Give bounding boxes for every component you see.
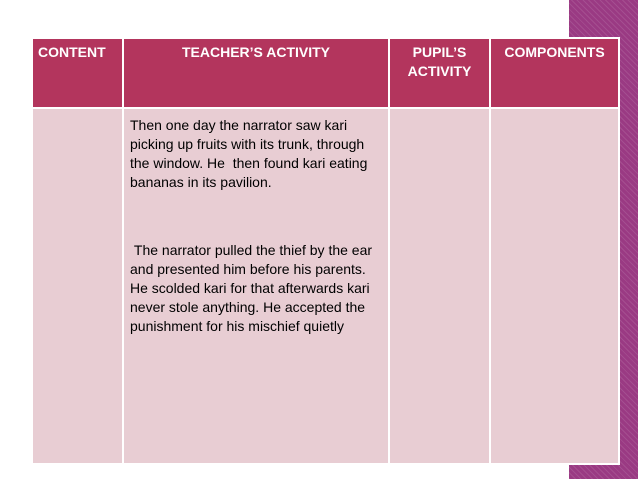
cell-teacher-activity — [123, 108, 389, 464]
table-header-row — [32, 38, 619, 108]
table-row — [32, 108, 619, 464]
header-content: CONTENT — [32, 38, 123, 108]
teacher-activity-paragraph-2: The narrator pulled the thief by the ear and presented him before his parents. He scolded kari for that afterwards kari never stole anything. He accepted the punishment for his mischief quietly — [130, 242, 376, 334]
cell-pupil-activity — [389, 108, 490, 464]
teacher-activity-paragraph-1: Then one day the narrator saw kari picking up fruits with its trunk, through the window. He then found kari eating bananas in its pavilion. — [130, 117, 372, 190]
cell-components — [490, 108, 619, 464]
header-teacher-activity: TEACHER’S ACTIVITY — [123, 38, 389, 108]
cell-content — [32, 108, 123, 464]
lesson-plan-table — [31, 37, 620, 465]
header-pupil-activity: PUPIL’S ACTIVITY — [389, 38, 490, 108]
header-components: COMPONENTS — [490, 38, 619, 108]
